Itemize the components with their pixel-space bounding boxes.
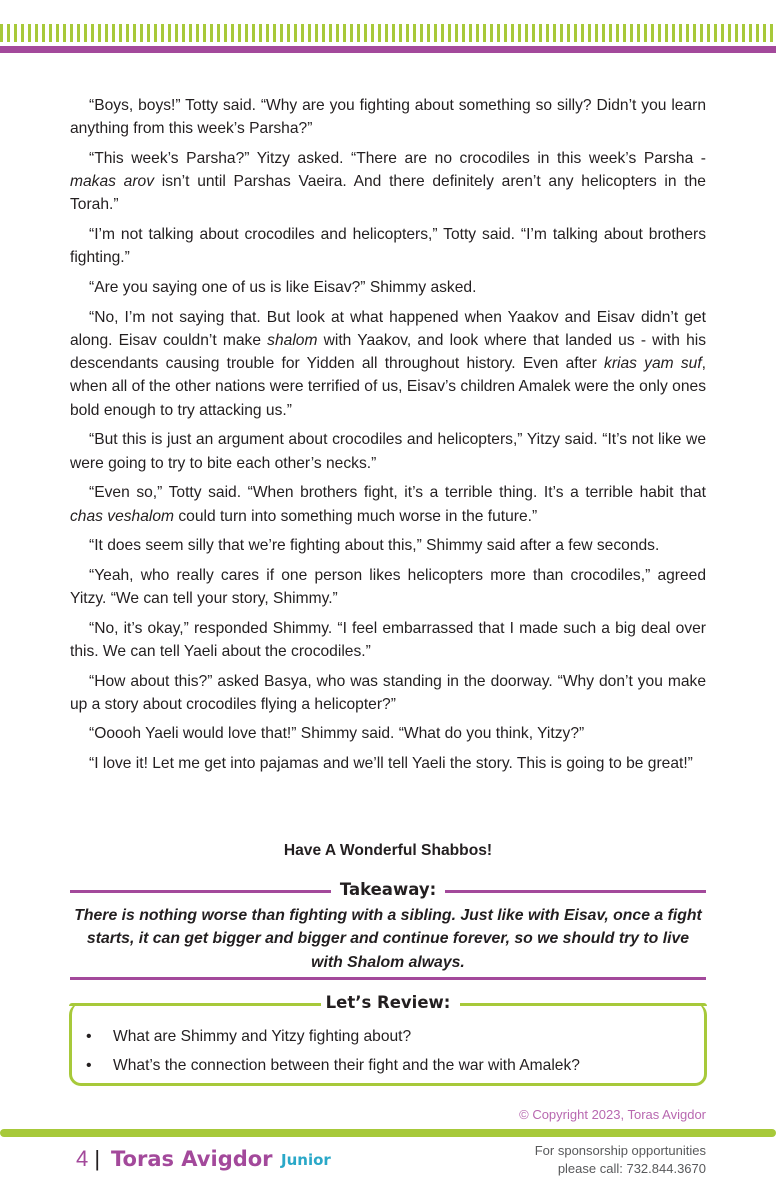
story-paragraph: “No, it’s okay,” responded Shimmy. “I feel embarrassed that I made such a big deal over this. We can tell Yaeli about the crocodiles.” <box>70 619 706 660</box>
brand-logo-sub: Junior <box>281 1151 331 1169</box>
top-stripe-border <box>0 24 776 42</box>
takeaway-bottom-rule <box>70 977 706 980</box>
page-number-group <box>76 1144 100 1174</box>
top-rule <box>0 46 776 53</box>
review-item: • What are Shimmy and Yitzy fighting about? <box>86 1022 696 1051</box>
page-number: 4 <box>76 1146 89 1171</box>
story-paragraph: “I love it! Let me get into pajamas and we’ll tell Yaeli the story. This is going to be great!” <box>89 754 693 772</box>
closing-line: Have A Wonderful Shabbos! <box>283 842 493 859</box>
bottom-rule <box>0 1129 776 1137</box>
story-paragraph: “I’m not talking about crocodiles and helicopters,” Totty said. “I’m talking about brothers fighting.” <box>70 226 706 267</box>
story-paragraph: “Ooooh Yaeli would love that!” Shimmy said. “What do you think, Yitzy?” <box>89 725 585 743</box>
sponsorship-line: For sponsorship opportunities <box>534 1143 706 1158</box>
review-heading-label: Let’s Review: <box>325 993 451 1012</box>
review-item: • What’s the connection between their fight and the war with Amalek? <box>86 1051 696 1080</box>
review-list <box>86 1022 696 1080</box>
story-paragraph: “Even so,” Totty said. “When brothers fight, it’s a terrible thing. It’s a terrible habit that chas veshalom could turn into something much worse in the future.” <box>70 484 706 525</box>
story-paragraph: “Boys, boys!” Totty said. “Why are you fighting about something so silly? Didn’t you learn anything from this week’s Parsha?” <box>70 97 706 138</box>
story-paragraph: “But this is just an argument about crocodiles and helicopters,” Yitzy said. “It’s not like we were going to try to bite each other’s necks.” <box>70 431 706 472</box>
story-paragraph: “This week’s Parsha?” Yitzy asked. “There are no crocodiles in this week’s Parsha - makas arov isn’t until Parshas Vaeira. And there definitely aren’t any helicopters in the Torah.” <box>70 149 706 214</box>
takeaway-text: There is nothing worse than fighting with a sibling. Just like with Eisav, once a fight starts, it can get bigger and bigger and continue forever, so we should try to live with Shalom always. <box>74 907 702 971</box>
story-paragraph: “Yeah, who really cares if one person likes helicopters more than crocodiles,” agreed Yitzy. “We can tell your story, Shimmy.” <box>70 566 706 608</box>
review-heading <box>70 991 706 1015</box>
sponsorship-info <box>535 1142 706 1177</box>
sponsorship-phone: please call: 732.844.3670 <box>557 1160 706 1176</box>
story-paragraph: “How about this?” asked Basya, who was standing in the doorway. “Why don’t you make up a story about crocodiles flying a helicopter?” <box>70 672 706 713</box>
story-paragraph: “Are you saying one of us is like Eisav?” Shimmy asked. <box>89 278 477 296</box>
copyright-notice: © Copyright 2023, Toras Avigdor <box>519 1107 706 1122</box>
story-paragraph: “It does seem silly that we’re fighting about this,” Shimmy said after a few seconds. <box>89 537 660 555</box>
takeaway-heading <box>70 878 706 902</box>
story-body <box>70 94 706 782</box>
takeaway-heading-label: Takeaway: <box>331 880 445 899</box>
brand-logo: Toras Avigdor <box>111 1147 273 1171</box>
story-paragraph: “No, I’m not saying that. But look at what happened when Yaakov and Eisav didn’t get along. Eisav couldn’t make shalom with Yaakov, and look where that landed us - with his descendants causing trouble for Yidden all throughout history. Even after krias yam suf, when all of the other nations were terrified of us, Eisav’s children Amalek were the only ones bold enough to try attacking us.” <box>70 308 707 419</box>
page-separator: | <box>94 1146 101 1171</box>
